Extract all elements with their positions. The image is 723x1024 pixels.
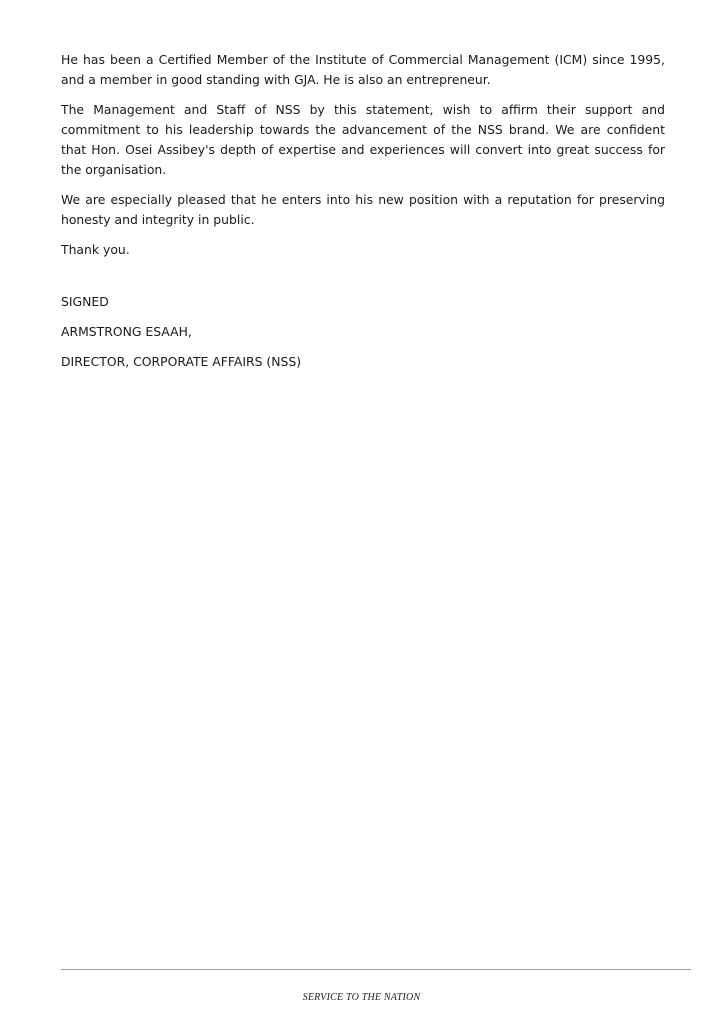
signatory-title: DIRECTOR, CORPORATE AFFAIRS (NSS) (61, 354, 302, 369)
paragraph-thanks: Thank you. (61, 242, 130, 257)
paragraph-support: The Management and Staff of NSS by this statement, wish to affirm their support and commitment to his leadership towards the advancement of the NSS brand. We are confident that Hon. Osei Assibey's depth of expertise and experiences will convert into great success for the organisation. (61, 102, 665, 177)
footer-divider (61, 969, 691, 970)
footer-motto: SERVICE TO THE NATION (302, 992, 421, 1003)
paragraph-reputation: We are especially pleased that he enters into his new position with a reputation for preserving honesty and integrity in public. (61, 192, 665, 227)
statement-body (61, 50, 665, 270)
paragraph-credentials: He has been a Certified Member of the Institute of Commercial Management (ICM) since 1995, and a member in good standing with GJA. He is also an entrepreneur. (61, 52, 665, 87)
signatory-name: ARMSTRONG ESAAH, (61, 324, 192, 339)
signature-block (61, 292, 301, 382)
signed-label: SIGNED (61, 294, 109, 309)
